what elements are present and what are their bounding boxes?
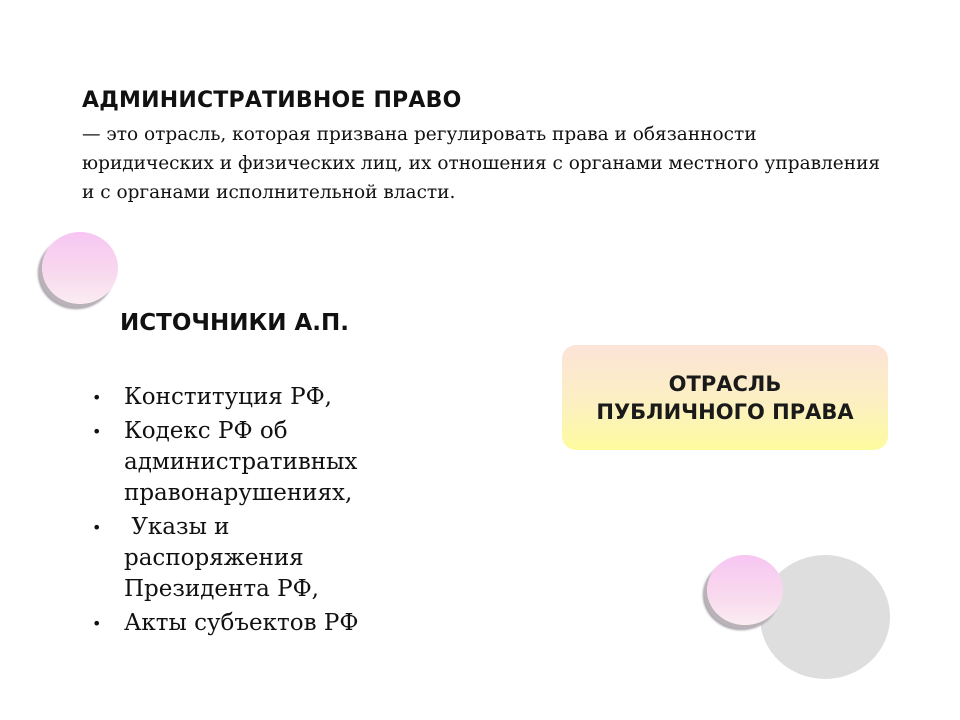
bullet-icon: • [92,422,102,441]
sources-list [92,382,412,642]
sources-heading: ИСТОЧНИКИ А.П. [120,310,350,336]
list-item [92,416,412,509]
source-item-decrees: Указы и распоряжения Президента РФ, [124,514,319,602]
source-item-constitution: Конституция РФ, [124,384,332,410]
source-item-code: Кодекс РФ об административных правонарушениях, [124,418,358,506]
bullet-icon: • [92,388,102,407]
list-item [92,382,412,413]
source-item-regional-acts: Акты субъектов РФ [124,610,359,636]
decorative-pink-circle-right [707,555,783,625]
badge-line-1: ОТРАСЛЬ [668,371,782,396]
slide-title: АДМИНИСТРАТИВНОЕ ПРАВО [82,88,462,113]
list-item [92,608,412,639]
definition-text: — это отрасль, которая призвана регулировать права и обязанности юридических и физических лиц, их отношения с органами местного управления и с органами исполнительной власти. [82,124,881,203]
bullet-icon: • [92,518,102,537]
bullet-icon: • [92,614,102,633]
badge-line-2: ПУБЛИЧНОГО ПРАВА [596,399,854,424]
decorative-gray-circle [760,555,890,679]
list-item [92,512,412,605]
public-law-badge [562,345,888,450]
decorative-pink-circle-left [42,232,118,304]
